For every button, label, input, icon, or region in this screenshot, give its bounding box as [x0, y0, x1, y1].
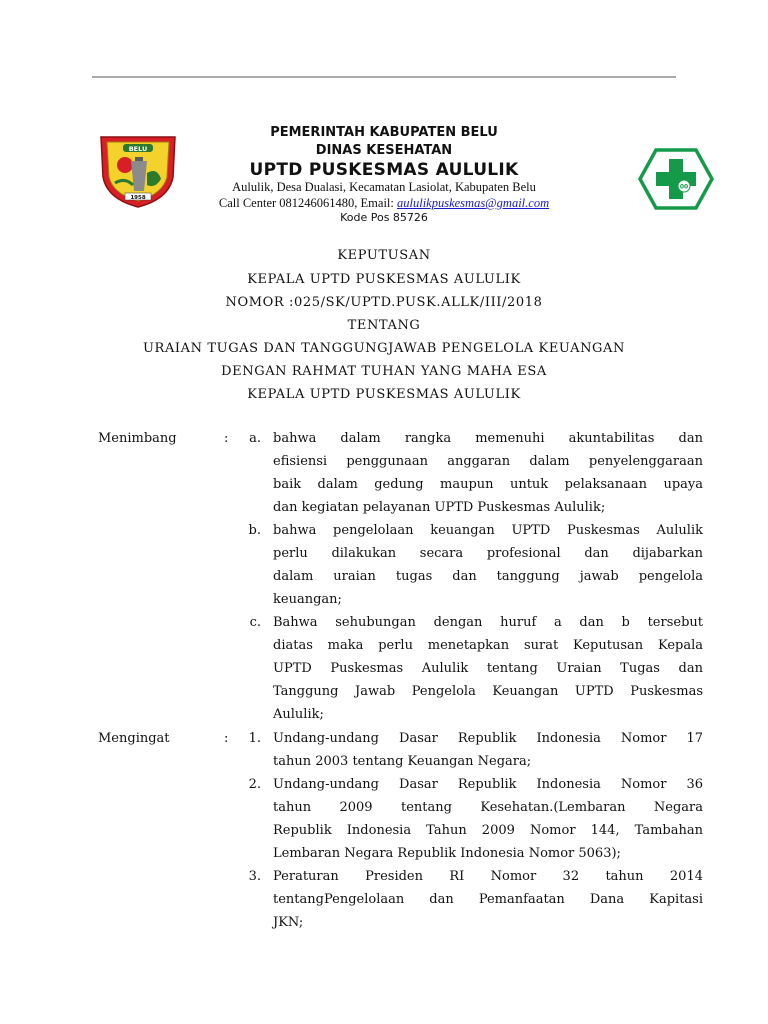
list-item-line: Peraturan Presiden RI Nomor 32 tahun 2014 [273, 869, 703, 884]
list-item-line: JKN; [273, 915, 304, 930]
list-item-line: Undang-undang Dasar Republik Indonesia Nomor 36 [273, 777, 703, 792]
header-department: DINAS KESEHATAN [315, 143, 453, 158]
list-marker: 1. [248, 731, 261, 746]
list-item-line: Aululik; [273, 707, 324, 722]
list-item-line: UPTD Puskesmas Aululik tentang Uraian Tugas dan [273, 661, 703, 676]
email-link[interactable]: aululikpuskesmas@gmail.com [397, 196, 550, 210]
list-item-line: bahwa pengelolaan keuangan UPTD Puskesmas Aululik [273, 523, 703, 538]
list-marker: b. [248, 523, 261, 538]
call-center-text: Call Center 081246061480, Email: [218, 196, 397, 210]
list-item-line: tahun 2009 tentang Kesehatan.(Lembaran Negara [273, 800, 703, 815]
list-item-line: Republik Indonesia Tahun 2009 Nomor 144, Tambahan [273, 823, 703, 838]
list-marker: c. [249, 615, 261, 630]
decree-title-line: KEPALA UPTD PUSKESMAS AULULIK [247, 387, 521, 402]
section-label: Menimbang [98, 431, 177, 446]
svg-text:00: 00 [679, 183, 689, 191]
section-label: Mengingat [98, 731, 170, 746]
list-marker: 3. [248, 869, 261, 884]
list-marker: 2. [248, 777, 261, 792]
list-item-line: dan kegiatan pelayanan UPTD Puskesmas Aululik; [273, 500, 606, 515]
decree-title-line: TENTANG [347, 318, 421, 333]
list-item-line: dalam uraian tugas dan tanggung jawab pengelola [273, 569, 703, 584]
list-marker: a. [249, 431, 261, 446]
header-contact [0, 196, 768, 211]
list-item-line: tentangPengelolaan dan Pemanfaatan Dana Kapitasi [273, 892, 703, 907]
svg-text:BELU: BELU [128, 145, 148, 153]
decree-title-line: NOMOR :025/SK/UPTD.PUSK.ALLK/III/2018 [225, 295, 543, 310]
decree-title-line: KEPALA UPTD PUSKESMAS AULULIK [247, 272, 521, 287]
list-item-line: baik dalam gedung maupun untuk pelaksanaan upaya [273, 477, 703, 492]
header-organization: UPTD PUSKESMAS AULULIK [249, 160, 519, 180]
header-address: Aululik, Desa Dualasi, Kecamatan Lasiolat, Kabupaten Belu [232, 180, 536, 194]
list-item-line: keuangan; [273, 592, 342, 607]
decree-title-line: KEPUTUSAN [337, 248, 431, 263]
section-colon: : [224, 731, 229, 746]
list-item-line: Undang-undang Dasar Republik Indonesia Nomor 17 [273, 731, 703, 746]
list-item-line: Lembaran Negara Republik Indonesia Nomor 5063); [273, 846, 621, 861]
list-item-line: Bahwa sehubungan dengan huruf a dan b tersebut [273, 615, 703, 630]
header-government: PEMERINTAH KABUPATEN BELU [270, 125, 498, 140]
decree-title-line: URAIAN TUGAS DAN TANGGUNGJAWAB PENGELOLA KEUANGAN [143, 341, 625, 356]
svg-text:1958: 1958 [130, 195, 146, 201]
section-colon: : [224, 431, 229, 446]
list-item-line: Tanggung Jawab Pengelola Keuangan UPTD Puskesmas [273, 684, 703, 699]
decree-title-line: DENGAN RAHMAT TUHAN YANG MAHA ESA [221, 364, 547, 379]
list-item-line: bahwa dalam rangka memenuhi akuntabilitas dan [273, 431, 703, 446]
list-item-line: tahun 2003 tentang Keuangan Negara; [273, 754, 532, 769]
header-postcode: Kode Pos 85726 [340, 211, 428, 224]
top-divider-line [92, 76, 676, 78]
list-item-line: efisiensi penggunaan anggaran dalam penyelenggaraan [273, 454, 703, 469]
list-item-line: perlu dilakukan secara profesional dan dijabarkan [273, 546, 703, 561]
list-item-line: diatas maka perlu menetapkan surat Keputusan Kepala [273, 638, 703, 653]
